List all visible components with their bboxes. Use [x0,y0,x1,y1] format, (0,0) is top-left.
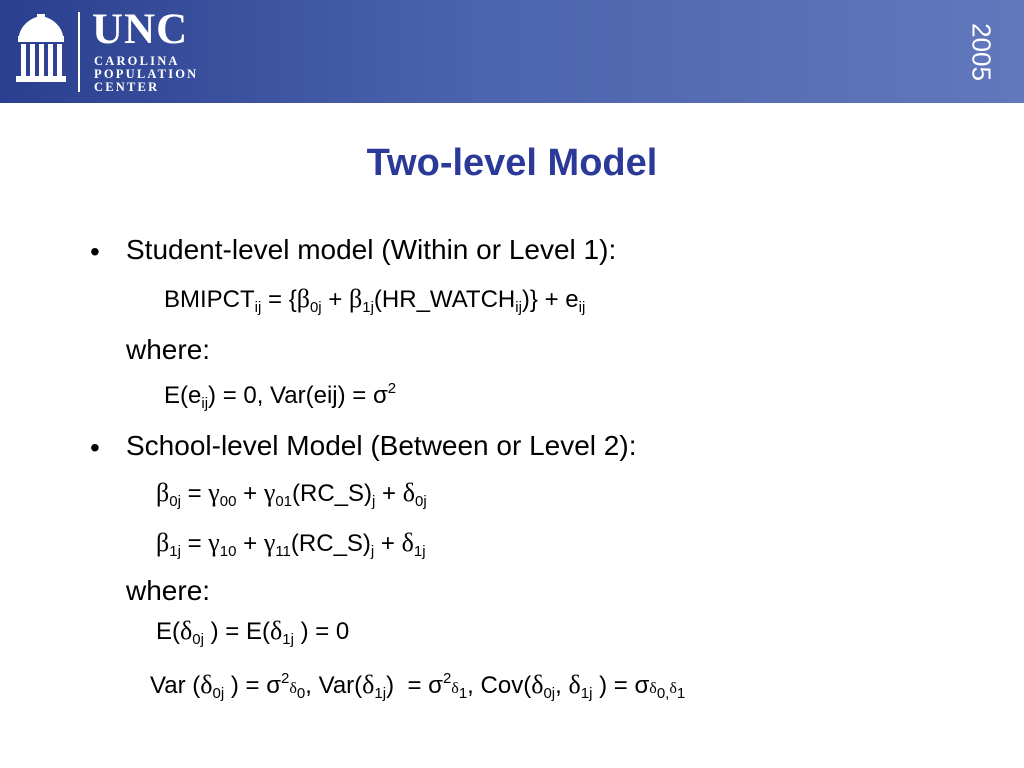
bullet-text-school-level: School-level Model (Between or Level 2): [126,430,637,461]
bullet-text-student-level: Student-level model (Within or Level 1): [126,234,617,265]
where-label: where: [126,334,211,365]
logo-subtitle-line: CAROLINA [94,54,180,68]
year-label [958,12,1004,92]
equation-bmipct: $BMIPCT_{ij} = \{\beta_{0j}$ + $\beta_{1j}(HR\_WATCH_{ij})\} + e_{ij}$ [164,284,586,316]
logo-subtitle-line: CENTER [94,80,160,94]
equation-delta-variance: Var ($\delta_{0j}$ ) = $\sigma^2\delta_0$, $Var(\delta_{1j}) = \sigma^2\delta_1$, $Cov(\delta_{0j}$, $\delta_{1j}$ ) = $\sigma\delta_{0,}\delta_1$ [150,670,686,702]
bullet-dot: • [90,236,100,267]
unc-logo [0,0,214,103]
logo-subtitle-line: POPULATION [94,67,199,81]
logo-divider [78,12,80,92]
logo-word: UNC [92,6,189,53]
slide-title: Two-level Model [366,142,658,184]
header-banner [0,0,1024,103]
equation-beta1j: $\beta_{1j} = \gamma_{10}$ + $\gamma_{11}(RC\_S)_j + \delta_{1j}$ [156,528,426,560]
year-text: 2005 [966,23,997,81]
equation-error-assumption: $E(e_{ij}) = 0$, $Var(eij) = \sigma^2$ [164,380,397,412]
equation-delta-expectation: $E(\delta_{0j}$ ) = $E(\delta_{1j}$ ) = 0 [156,616,350,648]
bullet-dot: • [90,432,100,463]
old-well-icon [14,14,68,84]
where-label: where: [126,575,211,606]
equation-beta0j: $\beta_{0j} = \gamma_{00}$ + $\gamma_{01}(RC\_S)_j + \delta_{0j}$ [156,478,427,510]
